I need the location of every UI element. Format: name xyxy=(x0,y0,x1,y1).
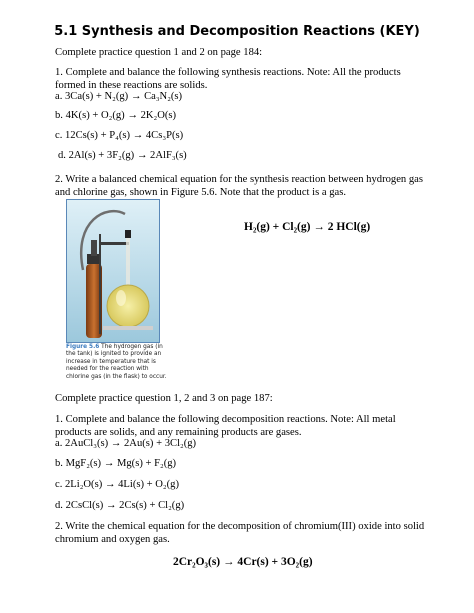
answer-3b: b. MgF₂(s) → Mg(s) + F₂(g) xyxy=(55,458,177,469)
answer-1a: a. 3Ca(s) + N₂(g) → Ca₃N₂(s) xyxy=(55,91,183,102)
question-2-text: 2. Write a balanced chemical equation for the synthesis reaction between hydrogen gas and chlorine gas, shown in Figure 5.6. Note that the product is a gas. xyxy=(55,174,423,198)
answer-3d: d. 2CsCl(s) → 2Cs(s) + Cl₂(g) xyxy=(55,500,185,511)
figure-label: Figure 5.6 xyxy=(66,344,100,350)
answer-1c: c. 12Cs(s) + P₄(s) → 4Cs₃P(s) xyxy=(55,130,184,141)
answer-3a: a. 2AuCl₃(s) → 2Au(s) + 3Cl₂(g) xyxy=(55,438,197,449)
figure-caption-text: The hydrogen gas (in the tank) is ignited to provide an increase in temperature that is needed for the reaction with chlorine gas (in the flask) to occur. xyxy=(66,344,167,380)
answer-3c: c. 2Li₂O(s) → 4Li(s) + O₂(g) xyxy=(55,479,179,490)
question-4-text: 2. Write the chemical equation for the decomposition of chromium(III) oxide into solid chromium and oxygen gas. xyxy=(55,521,425,545)
answer-2: H₂(g) + Cl₂(g) → 2 HCl(g) xyxy=(244,221,371,233)
answer-1b: b. 4K(s) + O₂(g) → 2K₂O(s) xyxy=(55,110,177,121)
page-title: 5.1 Synthesis and Decomposition Reactions (KEY) xyxy=(54,24,420,39)
intro-text-2: Complete practice question 1, 2 and 3 on page 187: xyxy=(55,393,273,404)
answer-1d: d. 2Al(s) + 3F₂(g) → 2AlF₃(s) xyxy=(58,150,187,161)
figure-photo xyxy=(66,199,160,343)
question-3-text: 1. Complete and balance the following decomposition reactions. Note: All metal products are solids, and any remaining products are gases. xyxy=(55,414,396,438)
lab-apparatus-illustration xyxy=(67,200,159,342)
figure-caption xyxy=(66,344,170,381)
intro-text: Complete practice question 1 and 2 on page 184: xyxy=(55,47,263,58)
question-1-text: 1. Complete and balance the following synthesis reactions. Note: All the products formed in these reactions are solids. xyxy=(55,67,401,91)
answer-4: 2Cr₂O₃(s) → 4Cr(s) + 3O₂(g) xyxy=(173,556,313,568)
